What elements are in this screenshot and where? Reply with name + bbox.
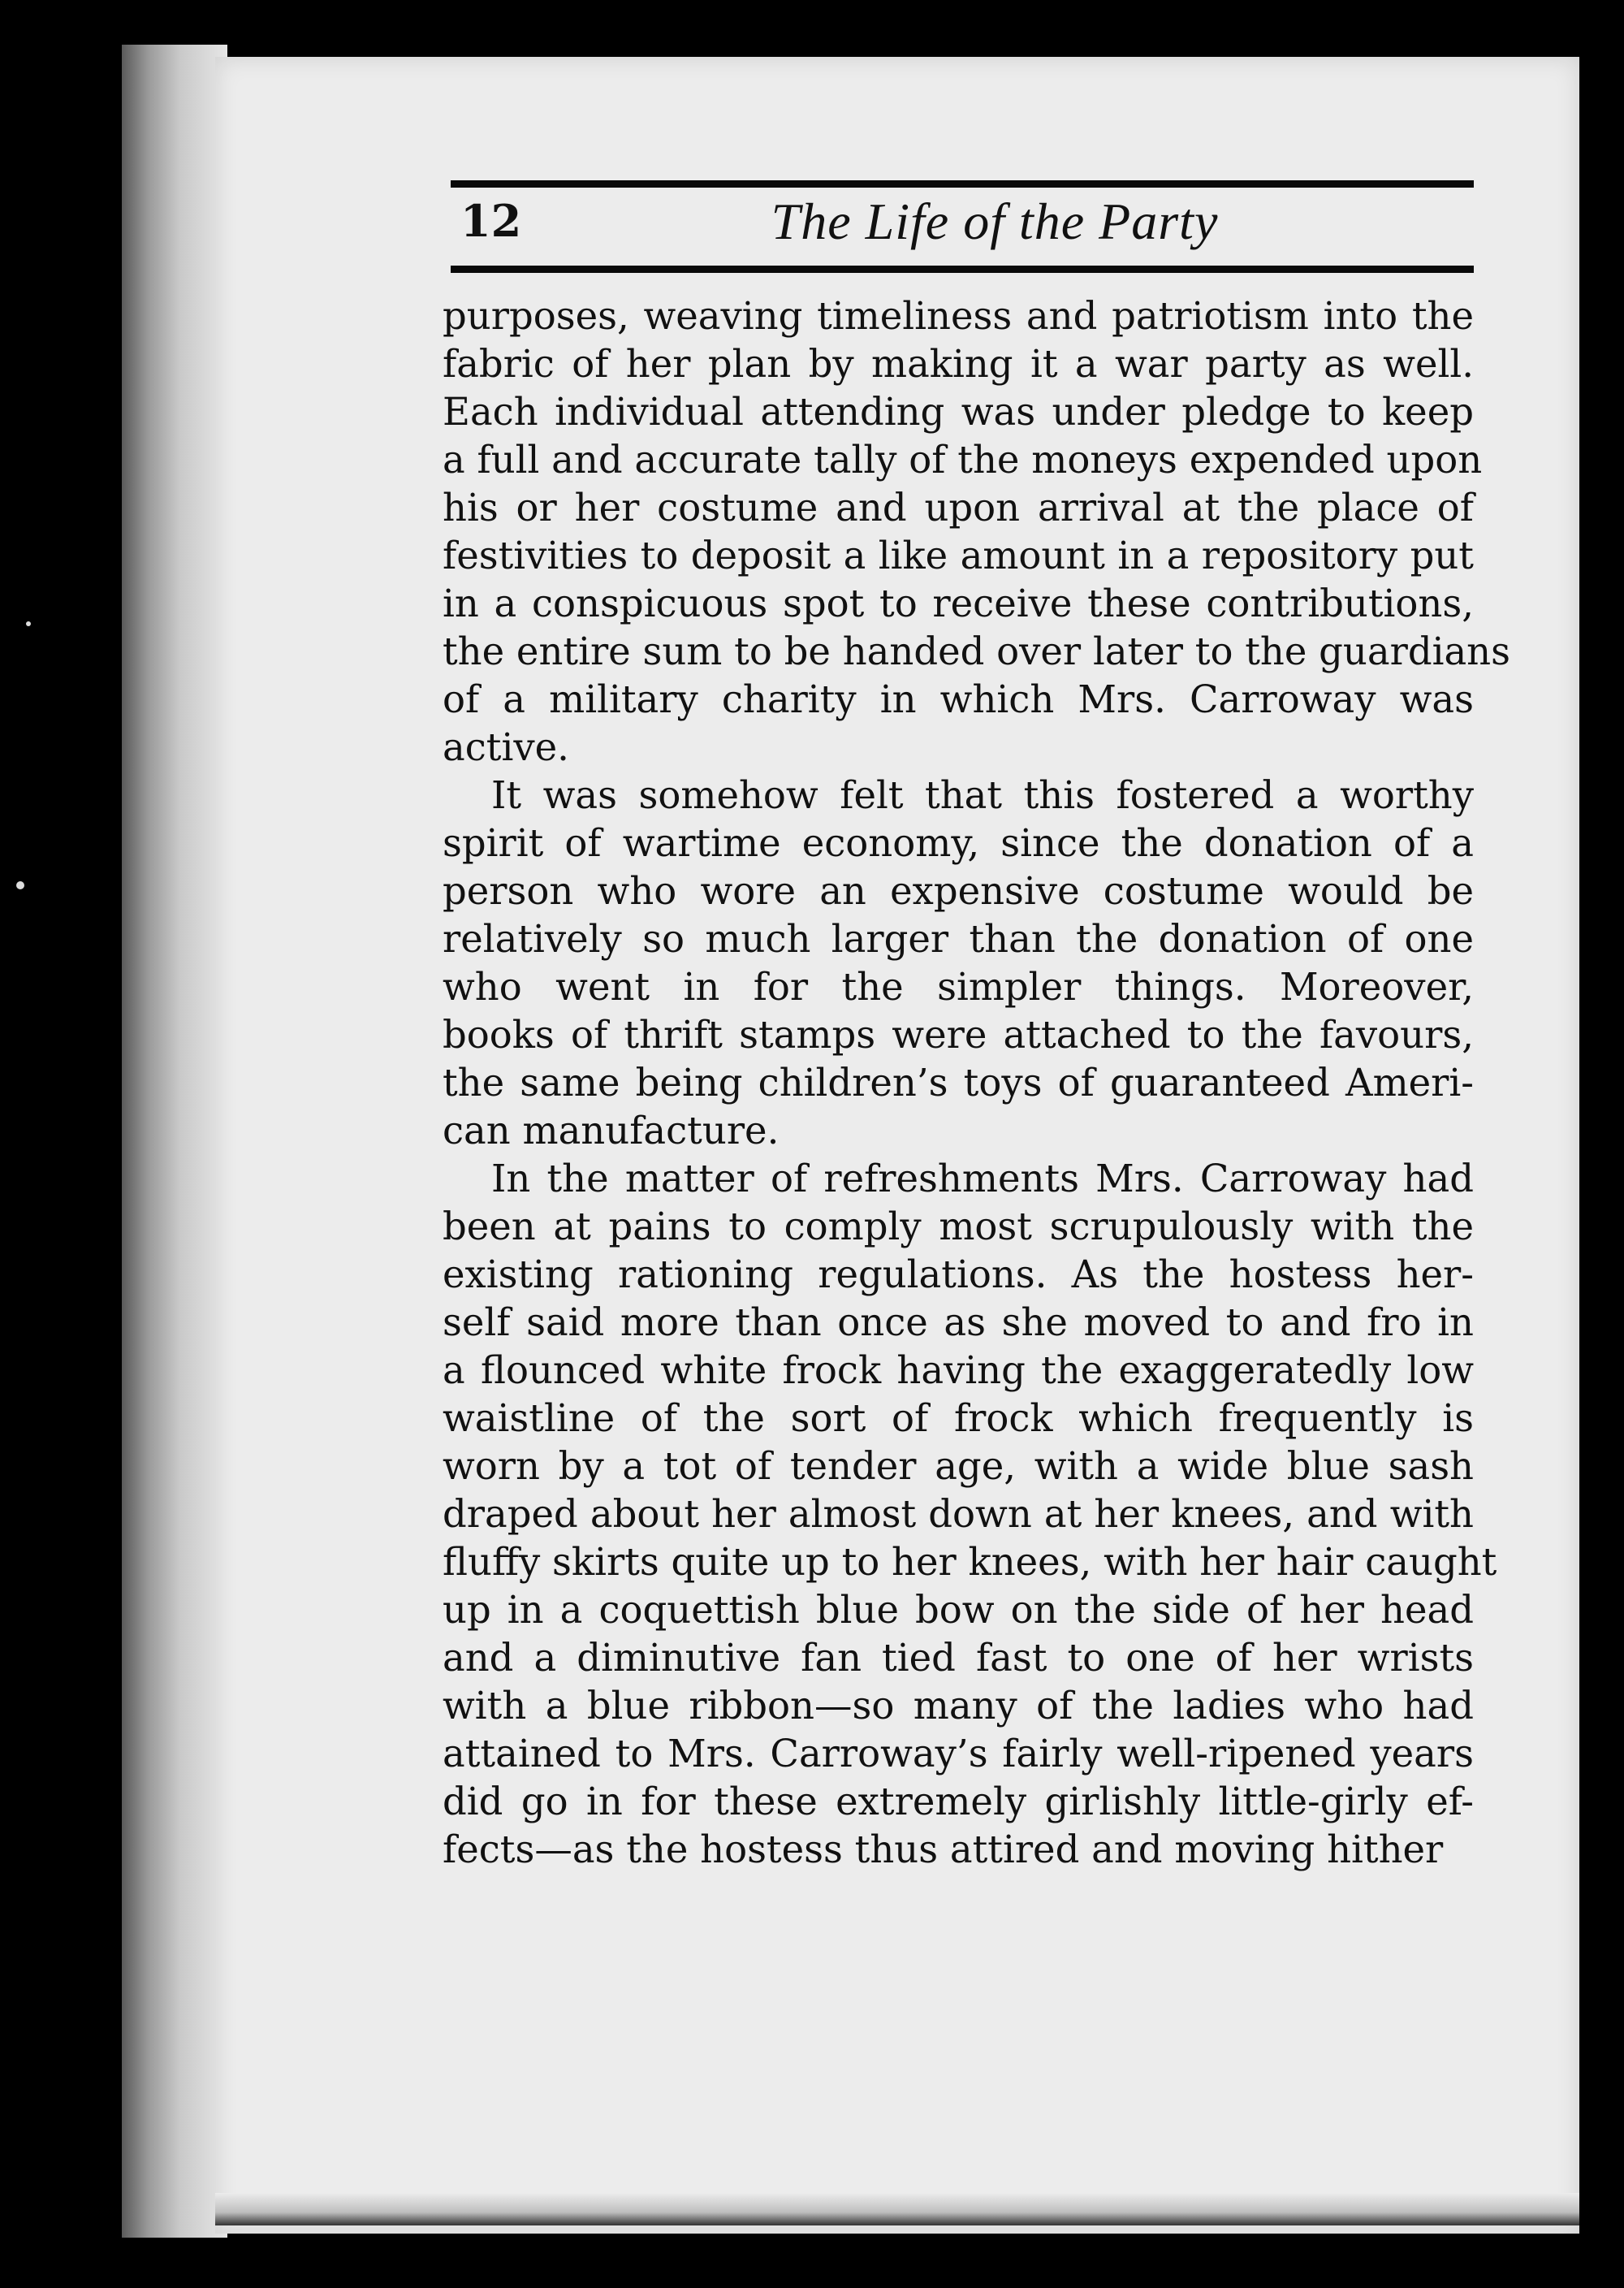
text-line: up in a coquettish blue bow on the side of her head [443, 1588, 1474, 1632]
page-bottom-edge [215, 2193, 1579, 2225]
text-line: fects—as the hostess thus attired and moving hither [443, 1827, 1444, 1871]
text-line: active. [443, 725, 569, 769]
paragraph [443, 772, 1474, 1155]
text-line: with a blue ribbon—so many of the ladies who had [443, 1684, 1474, 1728]
text-line: attained to Mrs. Carroway’s fairly well-ripened years [443, 1732, 1474, 1775]
text-line: In the matter of refreshments Mrs. Carroway had [491, 1157, 1474, 1200]
text-line: spirit of wartime economy, since the donation of a [443, 821, 1474, 865]
text-line: in a conspicuous spot to receive these contributions, [443, 582, 1474, 625]
text-line: worn by a tot of tender age, with a wide blue sash [443, 1444, 1474, 1488]
text-line: can manufacture. [443, 1109, 780, 1153]
text-line: draped about her almost down at her knees, and with [443, 1492, 1474, 1536]
text-line: Each individual attending was under pledge to keep [443, 390, 1474, 434]
text-line: festivities to deposit a like amount in a repository put [443, 534, 1474, 577]
text-line: the same being children’s toys of guaranteed Ameri- [443, 1061, 1474, 1105]
scan-speck [26, 621, 31, 626]
scan-speck [16, 881, 24, 889]
text-line: a flounced white frock having the exaggeratedly low [443, 1348, 1474, 1392]
text-line: been at pains to comply most scrupulously with the [443, 1205, 1474, 1248]
text-line: self said more than once as she moved to and fro in [443, 1300, 1474, 1344]
running-title: The Life of the Party [771, 192, 1219, 250]
body-text [443, 292, 1510, 1874]
text-line: relatively so much larger than the donation of one [443, 917, 1474, 961]
header-bottom-rule [451, 266, 1474, 273]
text-line: the entire sum to be handed over later to the guardians [443, 629, 1510, 673]
page-number: 12 [460, 195, 522, 247]
paragraph [443, 1155, 1497, 1874]
text-line: It was somehow felt that this fostered a worthy [491, 773, 1474, 817]
page-header [451, 192, 1474, 263]
text-line: who went in for the simpler things. Moreover, [443, 965, 1474, 1009]
header-top-rule [451, 180, 1474, 188]
text-line: books of thrift stamps were attached to the favours, [443, 1013, 1474, 1057]
text-line: purposes, weaving timeliness and patriotism into the [443, 294, 1474, 338]
text-line: fabric of her plan by making it a war party as well. [443, 342, 1474, 386]
text-line: a full and accurate tally of the moneys expended upon [443, 438, 1483, 482]
text-line: of a military charity in which Mrs. Carroway was [443, 677, 1474, 721]
text-line: waistline of the sort of frock which frequently is [443, 1396, 1474, 1440]
text-line: did go in for these extremely girlishly little-girly ef- [443, 1780, 1474, 1823]
paragraph [443, 292, 1510, 772]
text-line: existing rationing regulations. As the hostess her- [443, 1252, 1474, 1296]
book-binding-edge [122, 45, 227, 2238]
text-line: person who wore an expensive costume would be [443, 869, 1474, 913]
text-line: and a diminutive fan tied fast to one of her wrists [443, 1636, 1474, 1680]
text-line: his or her costume and upon arrival at the place of [443, 486, 1474, 530]
text-line: fluffy skirts quite up to her knees, with her hair caught [443, 1540, 1497, 1584]
